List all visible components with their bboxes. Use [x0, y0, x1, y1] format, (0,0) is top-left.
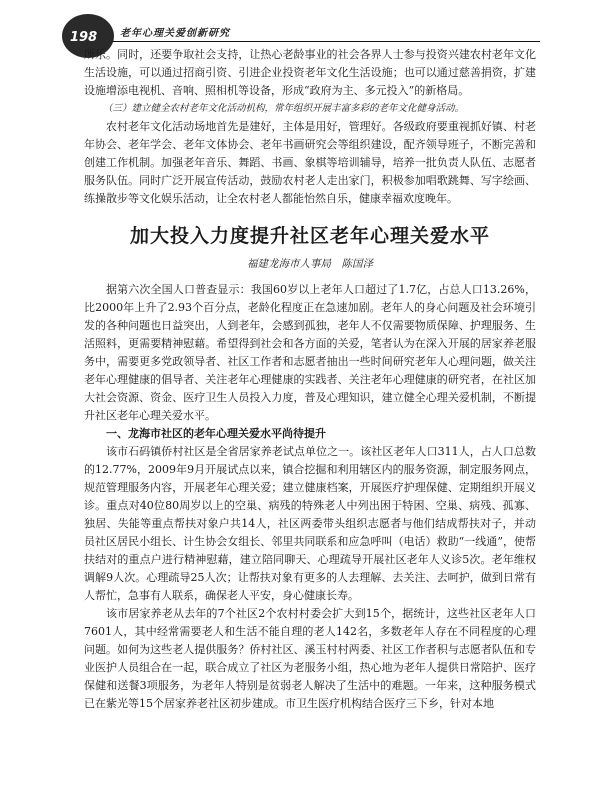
paragraph-continued: 所乐。同时，还要争取社会支持，让热心老龄事业的社会各界人士参与投资兴建农村老年文化生活设施，可以通过招商引资、引进企业投资老年文化生活设施；也可以通过慈善捐资，扩建设施增添电视机、音响、照相机等设备，形成“政府为主、多元投入”的新格局。 [84, 48, 536, 97]
paragraph: 农村老年文化活动场地首先是建好，主体是用好，管理好。各级政府要重视抓好镇、村老年协会、老年学会、老年文体协会、老年书画研究会等组织建设，配齐领导班子，不断完善和创建工作机制。加强老年音乐、舞蹈、书画、象棋等培训辅导，培养一批负责人队伍、志愿者服务队伍。同时广泛开展宣传活动，鼓励农村老人走出家门，积极参加唱歌跳舞、写字绘画、练操散步等文化娱乐活动，让全农村老人都能怡然自乐，健康幸福欢度晚年。 [84, 120, 536, 205]
page-body [84, 46, 536, 713]
article-title: 加大投入力度提升社区老年心理关爱水平 [129, 225, 490, 247]
paragraph: 该市居家养老从去年的7个社区2个农村村委会扩大到15个，据统计，这些社区老年人口7601人，其中经常需要老人和生活不能自理的老人142名，多数老年人存在不同程度的心理问题。如何为这些老人提供服务？侨村社区、溪玉村村两委、社区工作者积与志愿者队伍和专业医护人员组合在一起，联合成立了社区为老服务小组，热心地为老年人提供日常陪护、医疗保健和送餐3项服务，为老年人特别是贫弱老人解决了生活中的难题。一年来，这种服务模式已在紫光等15个居家养老社区初步建成。市卫生医疗机构结合医疗三下乡，针对本地 [84, 607, 536, 710]
paragraph: 该市石码镇侨村社区是全省居家养老试点单位之一。该社区老年人口311人，占人口总数的12.77%，2009年9月开展试点以来，镇合挖掘和利用辖区内的服务资源，制定服务网点，规范管理服务内容，开展老年心理关爱；建立健康档案，开展医疗护理保健、定期组织开展义诊。重点对40位80周岁以上的空巢、病残的特殊老人中列出困于特困、空巢、病残、孤寡、独居、失能等重点帮扶对象户共14人，社区两委带头组织志愿者与他们结成帮扶对子，并动员社区居民小组长、计生协会女组长、邻里共同联系和应急呼叫（电话）救助“一线通”，使帮扶结对的重点户进行精神慰藉，建立陪同聊天、心理疏导开展社区老年人义诊5次。老年维权调解9人次。心理疏导25人次；让帮扶对象有更多的人去理解、去关注、去呵护，做到日常有人帮忙，急事有人联系，确保老人平安，身心健康长寿。 [84, 445, 536, 602]
section-heading: 一、龙海市社区的老年心理关爱水平尚待提升 [106, 427, 326, 440]
header-divider [112, 41, 540, 42]
page-number: 198 [70, 30, 98, 45]
article-author: 福建龙海市人事局 陈国泽 [247, 258, 373, 270]
subheading: （三）建立健全农村老年文化活动机构，常年组织开展丰富多彩的老年文化健身活动。 [103, 103, 465, 114]
running-title: 老年心理关爱创新研究 [120, 28, 230, 39]
paragraph-intro: 据第六次全国人口普查显示：我国60岁以上老年人口超过了1.7亿，占总人口13.26%，比2000年上升了2.93个百分点，老龄化程度正在急速加剧。老年人的身心问题及社会环境引发的各种问题也日益突出，人到老年，会感到孤独，老年人不仅需要物质保障、护理服务、生活照料，更需要精神慰藉。希望得到社会和各方面的关爱，笔者认为在深入开展的居家养老服务中，需要更多党政领导者、社区工作者和志愿者抽出一些时间研究老年人心理问题，做关注老年心理健康的倡导者、关注老年心理健康的实践者、关注老年心理健康的研究者，在社区加大社会资源、资金、医疗卫生人员投入力度，普及心理知识，建立健全心理关爱机制，不断提升社区老年心理关爱水平。 [84, 283, 536, 422]
